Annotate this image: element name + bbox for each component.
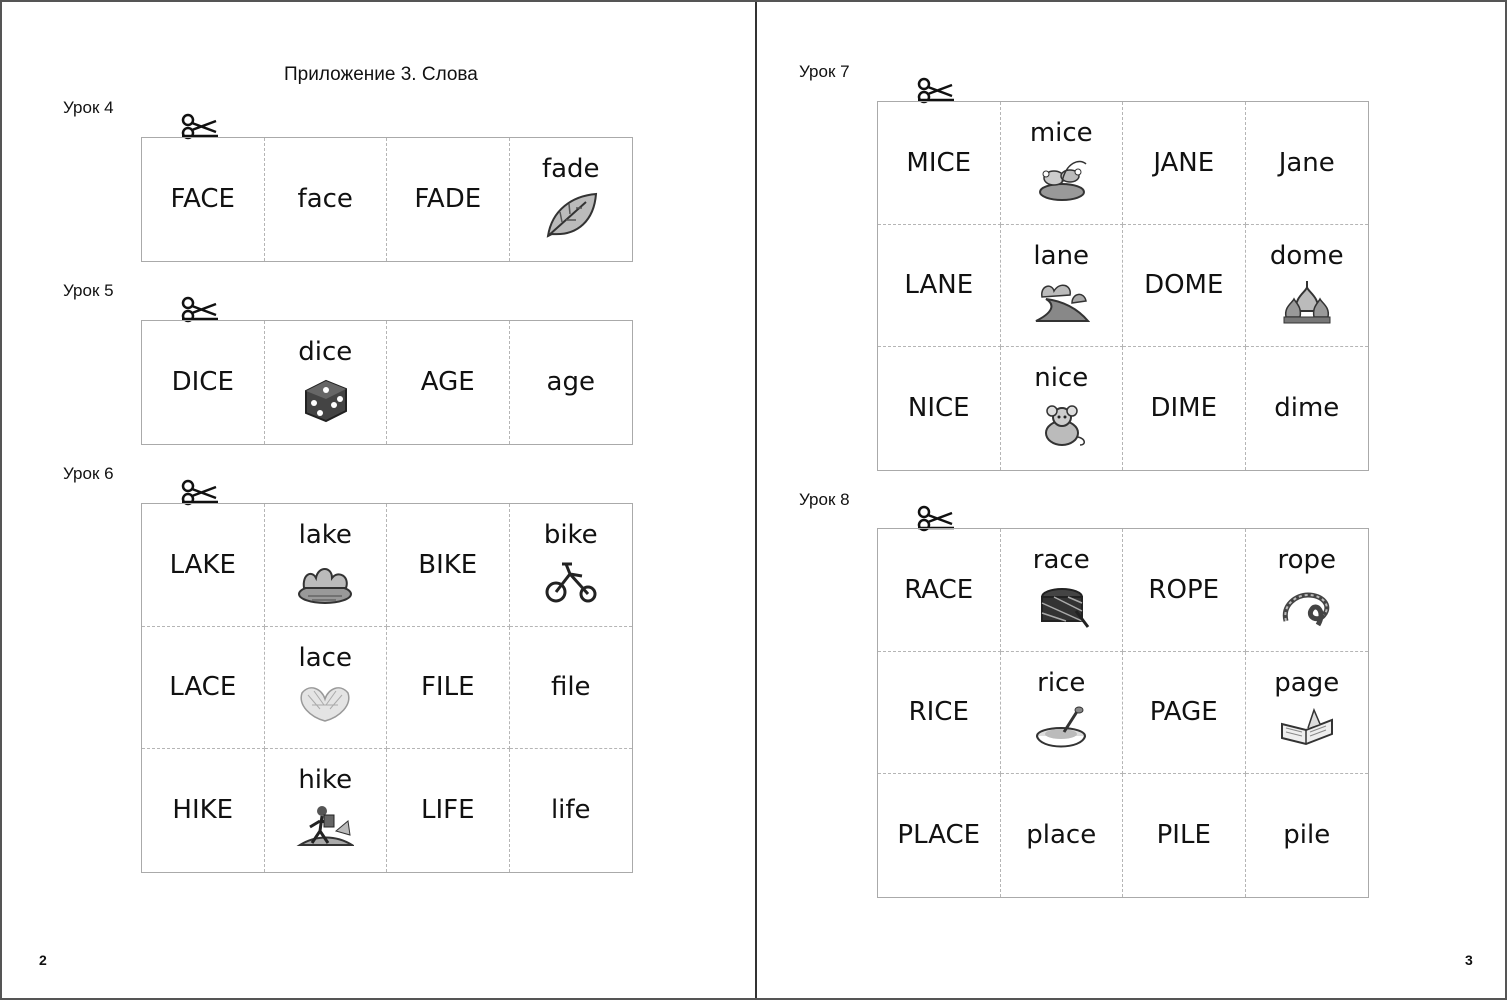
lesson-label: Урок 4 — [63, 98, 114, 117]
word-card-text: rope — [1277, 545, 1337, 575]
lesson-label: Урок 8 — [799, 490, 850, 509]
word-card — [878, 347, 1001, 470]
word-card-text: lane — [1033, 240, 1090, 271]
word-card-text: MICE — [906, 147, 972, 178]
word-card — [142, 138, 265, 261]
tricycle-icon — [542, 556, 600, 606]
word-card-text: PAGE — [1149, 697, 1218, 728]
word-card — [387, 504, 510, 627]
word-card — [510, 627, 633, 750]
word-card-text: age — [546, 367, 595, 398]
word-card-text: DICE — [171, 367, 234, 398]
word-card — [1246, 529, 1369, 652]
word-card — [1001, 225, 1124, 348]
word-card — [1123, 347, 1246, 470]
word-card — [142, 749, 265, 872]
word-card-grid — [141, 320, 633, 445]
word-card-text: FADE — [414, 184, 482, 215]
word-card — [387, 749, 510, 872]
word-card-text: Jane — [1278, 147, 1335, 178]
word-card-text: dime — [1274, 393, 1340, 424]
word-card-text: dice — [298, 337, 353, 367]
word-card — [510, 321, 633, 444]
word-card-text: BIKE — [418, 549, 478, 580]
lake-icon — [296, 556, 354, 606]
word-card — [510, 138, 633, 261]
word-card-text: HIKE — [172, 795, 234, 826]
word-card-text: mice — [1029, 118, 1093, 148]
word-card-text: dome — [1269, 240, 1344, 271]
word-card — [1001, 347, 1124, 470]
nice-mouse-icon — [1032, 399, 1090, 449]
mice-icon — [1032, 154, 1090, 204]
word-card-grid — [877, 101, 1369, 471]
word-card — [878, 102, 1001, 225]
word-card-text: nice — [1034, 363, 1089, 393]
word-card — [878, 225, 1001, 348]
word-card — [1123, 225, 1246, 348]
word-card — [1246, 347, 1369, 470]
page-title: Приложение 3. Слова — [284, 64, 478, 85]
word-card-text: PLACE — [897, 820, 981, 851]
word-card — [1001, 652, 1124, 775]
word-card — [1246, 652, 1369, 775]
lesson-label: Урок 7 — [799, 62, 850, 81]
rice-bowl-icon — [1032, 704, 1090, 754]
word-card-text: rice — [1037, 667, 1086, 698]
dice-icon — [296, 373, 354, 423]
word-card — [142, 504, 265, 627]
word-card-text: LANE — [904, 270, 974, 301]
word-card-grid — [141, 503, 633, 873]
word-card — [1123, 529, 1246, 652]
word-card-text: race — [1032, 545, 1090, 575]
dome-icon — [1278, 277, 1336, 327]
word-card-text: ROPE — [1148, 574, 1220, 605]
word-card-text: DIME — [1150, 393, 1218, 424]
word-card — [878, 529, 1001, 652]
word-card — [1246, 225, 1369, 348]
word-card-text: FACE — [170, 184, 235, 215]
word-card-text: PILE — [1156, 820, 1211, 851]
word-card-grid — [141, 137, 633, 262]
word-card-text: place — [1026, 820, 1097, 851]
word-card-text: hike — [298, 765, 353, 795]
word-card-text: fade — [541, 154, 600, 184]
word-card-text: LAKE — [169, 549, 236, 580]
page-number: 2 — [39, 952, 47, 968]
word-card — [1123, 652, 1246, 775]
word-card — [142, 627, 265, 750]
rope-icon — [1278, 581, 1336, 631]
scissors-icon — [180, 478, 220, 506]
race-car-icon — [1032, 581, 1090, 631]
scissors-icon — [916, 76, 956, 104]
word-card-text: LIFE — [420, 795, 475, 826]
word-card-text: lake — [298, 520, 352, 550]
word-card — [1001, 774, 1124, 897]
word-card — [1123, 102, 1246, 225]
word-card — [387, 321, 510, 444]
word-card-text: DOME — [1144, 270, 1224, 301]
word-card — [1001, 529, 1124, 652]
word-card — [878, 652, 1001, 775]
scissors-icon — [180, 295, 220, 323]
word-card — [265, 138, 388, 261]
word-card-text: RICE — [908, 697, 969, 728]
word-card — [1246, 102, 1369, 225]
word-card-grid — [877, 528, 1369, 898]
word-card — [142, 321, 265, 444]
hiker-icon — [296, 801, 354, 851]
word-card-text: page — [1274, 667, 1340, 698]
word-card — [265, 321, 388, 444]
page-number: 3 — [1465, 952, 1473, 968]
word-card — [265, 504, 388, 627]
word-card — [878, 774, 1001, 897]
word-card — [265, 749, 388, 872]
word-card-text: bike — [543, 520, 598, 550]
word-card — [387, 138, 510, 261]
word-card-text: JANE — [1153, 147, 1215, 178]
scissors-icon — [180, 112, 220, 140]
word-card-text: RACE — [904, 574, 974, 605]
word-card-text: life — [550, 795, 591, 826]
lane-icon — [1032, 277, 1090, 327]
word-card-text: face — [297, 184, 353, 215]
word-card — [265, 627, 388, 750]
word-card — [387, 627, 510, 750]
word-card — [510, 749, 633, 872]
word-card-text: LACE — [169, 672, 237, 703]
word-card-text: file — [550, 672, 591, 703]
word-card — [1123, 774, 1246, 897]
word-card-text: pile — [1283, 820, 1331, 851]
word-card-text: AGE — [420, 367, 475, 398]
word-card — [510, 504, 633, 627]
word-card — [1246, 774, 1369, 897]
lesson-label: Урок 6 — [63, 464, 114, 483]
leaf-icon — [542, 190, 600, 240]
book-icon — [1278, 704, 1336, 754]
lace-icon — [296, 679, 354, 729]
word-card-text: lace — [298, 642, 352, 673]
word-card-text: NICE — [907, 393, 970, 424]
lesson-label: Урок 5 — [63, 281, 114, 300]
word-card — [1001, 102, 1124, 225]
word-card-text: FILE — [420, 672, 475, 703]
